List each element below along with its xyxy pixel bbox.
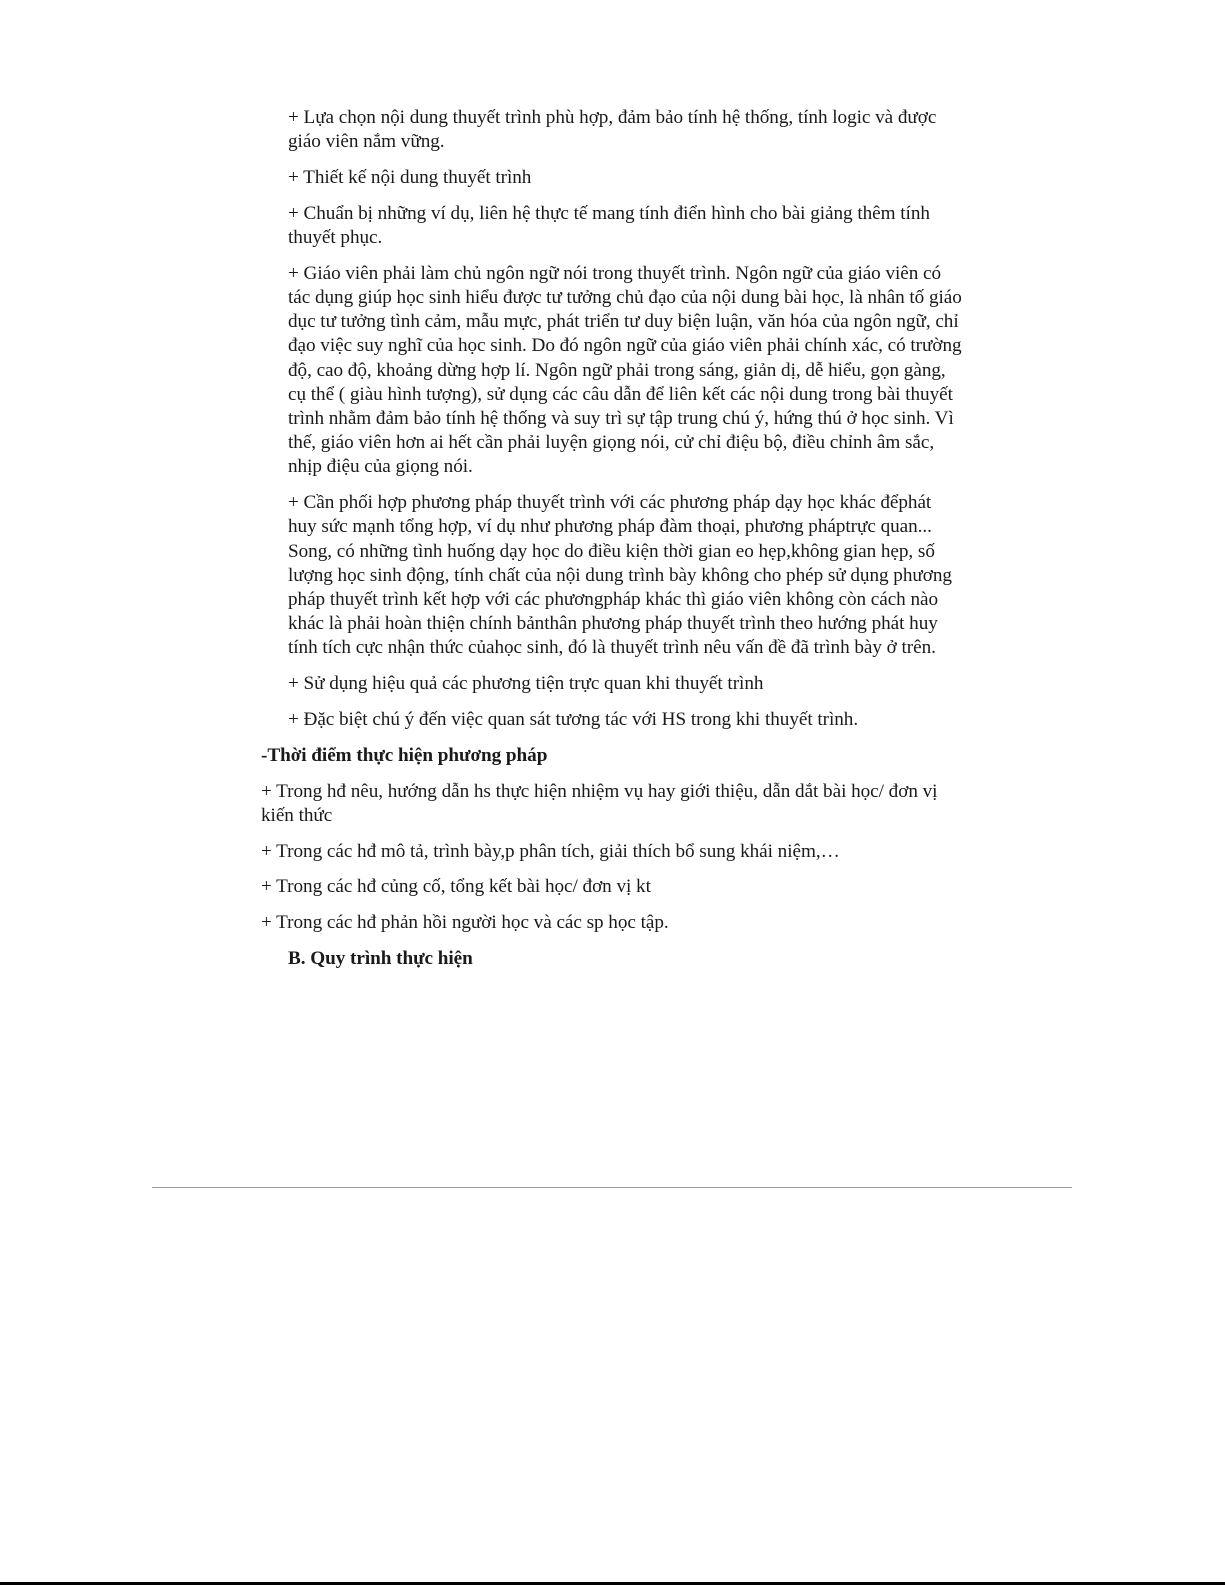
paragraph-spoken-language: + Giáo viên phải làm chủ ngôn ngữ nói trong thuyết trình. Ngôn ngữ của giáo viên có tác dụng giúp học sinh hiểu được tư tưởng chủ đạo của nội dung bài học, là nhân tố giáo dục tư tưởng tình cảm, mẫu mực, phát triển tư duy biện luận, văn hóa của ngôn ngữ, chỉ đạo việc suy nghĩ của học sinh. Do đó ngôn ngữ của giáo viên phải chính xác, có trường độ, cao độ, khoảng dừng hợp lí. Ngôn ngữ phải trong sáng, giản dị, dễ hiểu, gọn gàng, cụ thể ( giàu hình tượng), sử dụng các câu dẫn để liên kết các nội dung trong bài thuyết trình nhằm đảm bảo tính hệ thống và suy trì sự tập trung chú ý, hứng thú ở học sinh. Vì thế, giáo viên hơn ai hết cần phải luyện giọng nói, cử chỉ điệu bộ, điều chỉnh âm sắc, nhịp điệu của giọng nói. [288,262,962,478]
footer-divider [152,1187,1072,1188]
paragraph-design-content: + Thiết kế nội dung thuyết trình [288,167,532,188]
page-content [0,106,1225,983]
paragraph-visual-aids: + Sử dụng hiệu quả các phương tiện trực quan khi thuyết trình [288,673,764,695]
paragraph-observe-interaction: + Đặc biệt chú ý đến việc quan sát tương tác với HS trong khi thuyết trình. [288,709,859,731]
paragraph-examples: + Chuẩn bị những ví dụ, liên hệ thực tế mang tính điển hình cho bài giảng thêm tính thuyết phục. [288,202,930,248]
timing-item-introduction: + Trong hđ nêu, hướng dẫn hs thực hiện nhiệm vụ hay giới thiệu, dẫn dắt bài học/ đơn vị kiến thức [261,780,938,826]
timing-item-feedback: + Trong các hđ phản hồi người học và các sp học tập. [261,912,669,934]
timing-item-description: + Trong các hđ mô tả, trình bày,p phân tích, giải thích bổ sung khái niệm,… [261,840,840,862]
paragraph-content-selection: + Lựa chọn nội dung thuyết trình phù hợp, đảm bảo tính hệ thống, tính logic và được giáo viên nắm vững. [288,107,937,153]
subsection-heading-procedure: B. Quy trình thực hiện [288,948,473,970]
timing-item-consolidation: + Trong các hđ củng cố, tổng kết bài học/ đơn vị kt [261,876,651,898]
paragraph-combine-methods: + Cần phối hợp phương pháp thuyết trình với các phương pháp dạy học khác đểphát huy sức mạnh tổng hợp, ví dụ như phương pháp đàm thoại, phương pháptrực quan... Song, có những tình huống dạy học do điều kiện thời gian eo hẹp,không gian hẹp, số lượng học sinh động, tính chất của nội dung trình bày không cho phép sử dụng phương pháp thuyết trình kết hợp với các phươngpháp khác thì giáo viên không còn cách nào khác là phải hoàn thiện chính bảnthân phương pháp thuyết trình theo hướng phát huy tính tích cực nhận thức củahọc sinh, đó là thuyết trình nêu vấn đề đã trình bày ở trên. [288,492,952,659]
section-heading-timing: -Thời điểm thực hiện phương pháp [261,744,548,766]
